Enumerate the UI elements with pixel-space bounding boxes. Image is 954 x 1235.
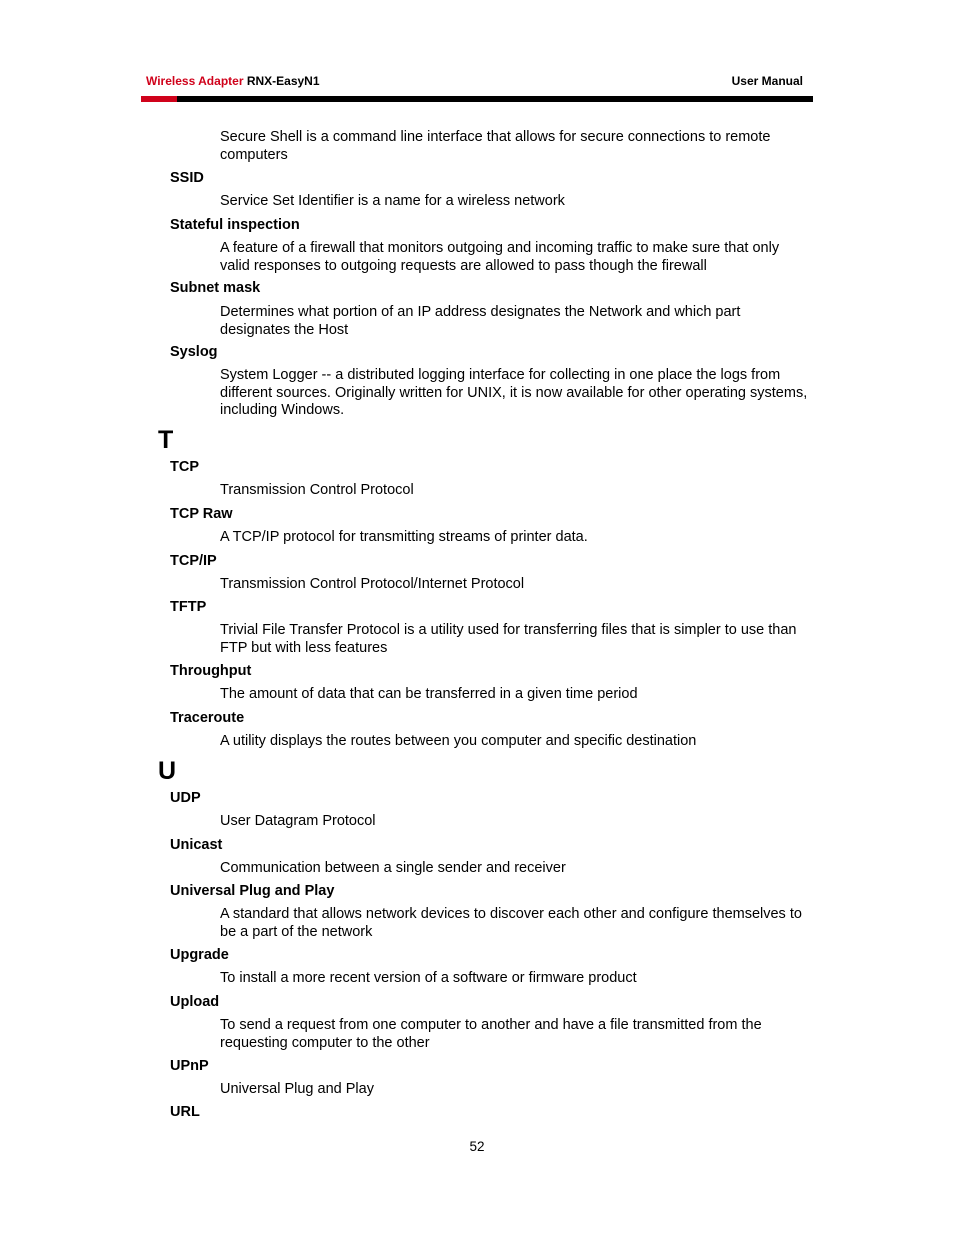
page-number: 52 (469, 1139, 485, 1154)
term-tcp-raw: TCP Raw (170, 506, 233, 522)
term-subnet-mask: Subnet mask (170, 280, 261, 296)
term-tcp: TCP (170, 459, 199, 475)
term-universal-plug-and-play: Universal Plug and Play (170, 883, 335, 899)
term-throughput: Throughput (170, 663, 252, 679)
term-stateful-inspection: Stateful inspection (170, 217, 300, 233)
term-tftp: TFTP (170, 599, 207, 615)
definition-upload: To send a request from one computer to another and have a file transmitted from the requesting computer to the other (220, 1017, 762, 1051)
definition-traceroute: A utility displays the routes between you computer and specific destination (220, 733, 697, 749)
definition-upgrade: To install a more recent version of a software or firmware product (220, 970, 637, 986)
term-unicast: Unicast (170, 837, 223, 853)
section-letter-t: T (158, 426, 174, 454)
definition-universal-plug-and-play: A standard that allows network devices to discover each other and configure themselves to be a part of the network (220, 906, 802, 940)
header-doc-type: User Manual (731, 74, 803, 88)
section-letter-u: U (158, 757, 177, 785)
definition-upnp: Universal Plug and Play (220, 1081, 374, 1097)
definition-unicast: Communication between a single sender and receiver (220, 860, 566, 876)
definition-ssh: Secure Shell is a command line interface that allows for secure connections to remote computers (220, 129, 771, 163)
term-upload: Upload (170, 994, 220, 1010)
definition-subnet-mask: Determines what portion of an IP address designates the Network and which part designates the Host (220, 304, 741, 338)
header-model: RNX-EasyN1 (246, 74, 320, 88)
term-upgrade: Upgrade (170, 947, 229, 963)
term-udp: UDP (170, 790, 201, 806)
definition-throughput: The amount of data that can be transferred in a given time period (220, 686, 638, 702)
definition-stateful-inspection: A feature of a firewall that monitors outgoing and incoming traffic to make sure that only valid responses to outgoing requests are allowed to pass though the firewall (220, 240, 780, 274)
definition-tftp: Trivial File Transfer Protocol is a utility used for transferring files that is simpler to use than FTP but with less features (220, 622, 797, 656)
definition-tcp-raw: A TCP/IP protocol for transmitting streams of printer data. (220, 529, 588, 545)
header-brand: Wireless Adapter (146, 74, 244, 88)
definition-udp: User Datagram Protocol (220, 813, 376, 829)
definition-tcp: Transmission Control Protocol (220, 482, 414, 498)
definition-syslog: System Logger -- a distributed logging interface for collecting in one place the logs from different sources. Originally written for UNIX, it is now available for other operating systems, including Windows. (220, 367, 808, 418)
term-tcp-ip: TCP/IP (170, 553, 217, 569)
term-ssid: SSID (170, 170, 204, 186)
definition-tcp-ip: Transmission Control Protocol/Internet Protocol (220, 576, 525, 592)
definition-ssid: Service Set Identifier is a name for a wireless network (220, 193, 565, 209)
term-url: URL (170, 1104, 200, 1120)
term-syslog: Syslog (170, 344, 218, 360)
term-traceroute: Traceroute (170, 710, 245, 726)
term-upnp: UPnP (170, 1058, 209, 1074)
